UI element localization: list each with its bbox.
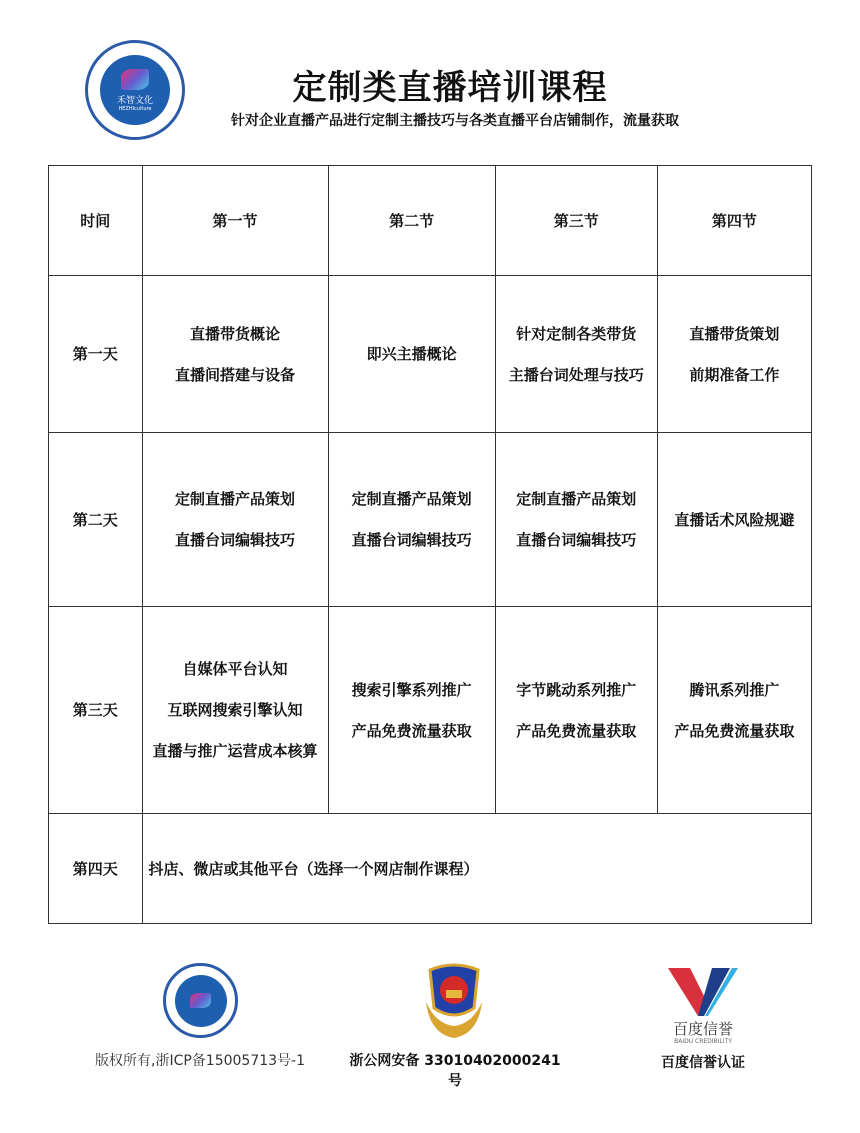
course-topic: 字节跳动系列推广 — [516, 680, 637, 699]
table-row — [49, 607, 812, 814]
course-cell — [495, 607, 657, 814]
course-cell — [328, 433, 495, 607]
footer-company-logo — [163, 963, 238, 1038]
course-topic: 腾讯系列推广 — [689, 680, 780, 699]
course-cell — [657, 276, 811, 433]
course-topic: 直播带货概论 — [190, 324, 281, 343]
course-topic: 定制直播产品策划 — [351, 490, 472, 508]
course-topic: 定制直播产品策划 — [175, 490, 296, 508]
merged-course-cell: 抖店、微店或其他平台（选择一个网店制作课程） — [142, 814, 811, 924]
course-topic: 前期准备工作 — [689, 365, 780, 384]
course-topic: 互联网搜索引擎认知 — [167, 701, 303, 719]
table-header-row — [49, 166, 812, 276]
table-row — [49, 276, 812, 433]
course-topic: 产品免费流量获取 — [351, 721, 472, 740]
course-schedule-table — [48, 165, 812, 924]
course-topic: 自媒体平台认知 — [182, 660, 288, 678]
day-cell: 第三天 — [49, 607, 143, 814]
header-cell: 第三节 — [495, 166, 657, 276]
course-topic: 直播带货策划 — [689, 324, 780, 343]
logo-subtext: HEZHIculture — [118, 105, 152, 112]
baidu-credibility-label: 百度信誉认证 — [661, 1055, 745, 1071]
baidu-logo-en: BAIDU CREDIBILITY — [674, 1038, 732, 1045]
police-record: 浙公网安备 33010402000241号 — [349, 1053, 561, 1089]
course-topic: 直播话术风险规避 — [674, 510, 795, 529]
course-topic: 即兴主播概论 — [366, 345, 457, 363]
header-cell: 第四节 — [657, 166, 811, 276]
course-cell — [657, 607, 811, 814]
course-topic: 定制直播产品策划 — [516, 490, 637, 508]
course-topic: 产品免费流量获取 — [516, 721, 637, 740]
course-cell — [495, 276, 657, 433]
course-cell — [142, 607, 328, 814]
day-cell: 第一天 — [49, 276, 143, 433]
course-cell — [142, 433, 328, 607]
course-cell — [328, 276, 495, 433]
day-cell: 第四天 — [49, 814, 143, 924]
course-cell — [495, 433, 657, 607]
course-topic: 产品免费流量获取 — [674, 721, 795, 740]
logo-text: 禾智文化 — [116, 95, 153, 106]
baidu-credibility-logo-icon — [668, 968, 738, 1016]
course-cell — [142, 276, 328, 433]
header-cell: 时间 — [49, 166, 143, 276]
table-row — [49, 814, 812, 924]
course-topic: 直播台词编辑技巧 — [175, 531, 296, 549]
course-topic: 直播间搭建与设备 — [175, 365, 296, 384]
course-topic: 主播台词处理与技巧 — [508, 365, 644, 384]
course-topic: 针对定制各类带货 — [516, 324, 637, 343]
police-emblem-icon — [420, 962, 488, 1040]
header-cell: 第一节 — [142, 166, 328, 276]
header-cell: 第二节 — [328, 166, 495, 276]
course-topic: 直播台词编辑技巧 — [351, 531, 472, 549]
page-title: 定制类直播培训课程 — [292, 68, 608, 108]
course-topic: 搜索引擎系列推广 — [351, 680, 472, 699]
day-cell: 第二天 — [49, 433, 143, 607]
baidu-logo-text: 百度信誉 — [672, 1020, 733, 1038]
table-row — [49, 433, 812, 607]
course-topic: 直播台词编辑技巧 — [516, 531, 637, 549]
page-subtitle: 针对企业直播产品进行定制主播技巧与各类直播平台店铺制作，流量获取 — [231, 113, 679, 129]
course-topic: 直播与推广运营成本核算 — [152, 742, 318, 760]
course-cell — [657, 433, 811, 607]
course-cell — [328, 607, 495, 814]
icp-copyright: 版权所有,浙ICP备15005713号-1 — [95, 1053, 306, 1069]
